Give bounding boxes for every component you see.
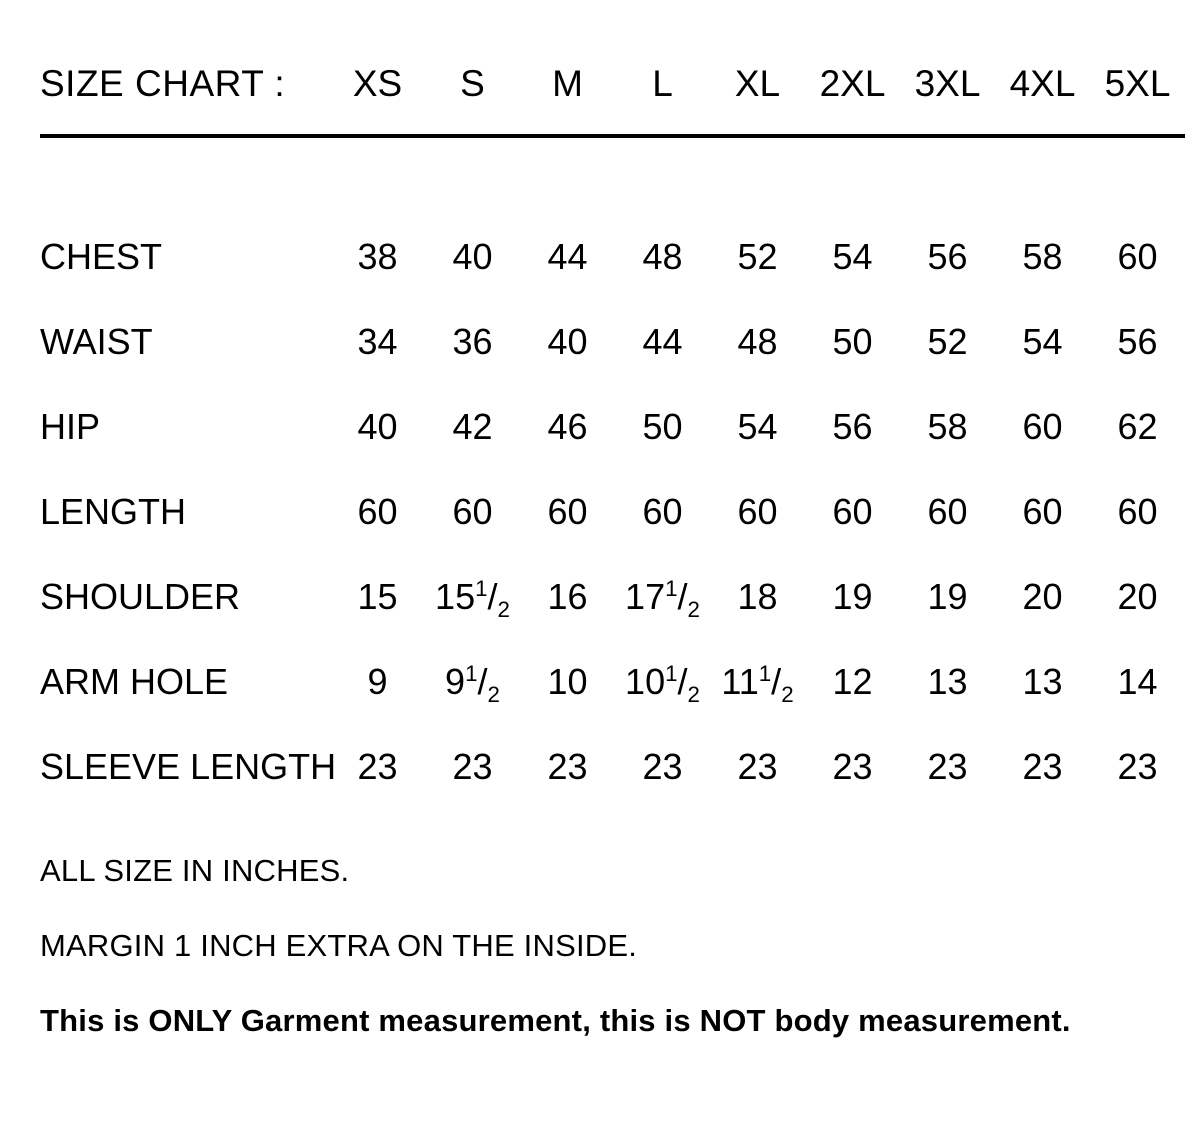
cell-armhole-5xl: 14 [1117,661,1158,702]
cell-waist-5xl: 56 [1117,321,1158,362]
row-label-hip: HIP [40,406,101,447]
spacer-cell [40,138,1185,190]
cell-chest-4xl: 58 [1022,236,1063,277]
cell-waist-3xl: 52 [927,321,968,362]
cell-chest-l: 48 [642,236,683,277]
cell-chest-xl: 52 [737,236,778,277]
cell-length-4xl: 60 [1022,491,1063,532]
table-row [40,360,1185,445]
cell-waist-m: 40 [547,321,588,362]
cell-chest-xs: 38 [357,236,398,277]
spacer-row [40,138,1185,190]
cell-armhole-s: $9^1/_2$ [445,661,500,708]
cell-chest-m: 44 [547,236,588,277]
row-label-sleeve-length: SLEEVE LENGTH [40,746,337,787]
cell-hip-s: 42 [452,406,493,447]
note-garment-disclaimer: This is ONLY Garment measurement, this is NOT body measurement. [40,1003,1071,1038]
table-row [40,445,1185,530]
cell-shoulder-4xl: 20 [1022,576,1063,617]
fraction-one-half: $^1/_2$ [465,661,500,708]
column-header-s: S [460,63,485,104]
cell-waist-xs: 34 [357,321,398,362]
cell-hip-l: 50 [642,406,683,447]
cell-length-3xl: 60 [927,491,968,532]
column-header-l: L [652,63,673,104]
cell-length-xs: 60 [357,491,398,532]
fraction-one-half: $^1/_2$ [665,661,700,708]
cell-shoulder-3xl: 19 [927,576,968,617]
cell-sleeve-xl: 23 [737,746,778,787]
cell-armhole-3xl: 13 [927,661,968,702]
cell-armhole-l: $10^1/_2$ [625,661,700,708]
cell-hip-m: 46 [547,406,588,447]
table-row [40,700,1185,785]
cell-hip-xs: 40 [357,406,398,447]
column-header-4xl: 4XL [1009,63,1076,104]
cell-hip-4xl: 60 [1022,406,1063,447]
cell-chest-s: 40 [452,236,493,277]
cell-waist-xl: 48 [737,321,778,362]
cell-sleeve-s: 23 [452,746,493,787]
cell-chest-2xl: 54 [832,236,873,277]
cell-length-2xl: 60 [832,491,873,532]
cell-armhole-xl: $11^1/_2$ [721,661,794,708]
fraction-one-half: $^1/_2$ [475,576,510,623]
notes-section [40,855,1160,1036]
column-header-m: M [552,63,583,104]
cell-shoulder-xs: 15 [357,576,398,617]
row-label-arm-hole: ARM HOLE [40,661,229,702]
cell-armhole-2xl: 12 [832,661,873,702]
cell-length-5xl: 60 [1117,491,1158,532]
cell-shoulder-m: 16 [547,576,588,617]
cell-waist-l: 44 [642,321,683,362]
cell-chest-3xl: 56 [927,236,968,277]
cell-shoulder-xl: 18 [737,576,778,617]
cell-hip-5xl: 62 [1117,406,1158,447]
fraction-one-half: $^1/_2$ [758,661,794,708]
table-row [40,530,1185,615]
column-header-5xl: 5XL [1104,63,1171,104]
cell-shoulder-l: $17^1/_2$ [625,576,700,623]
cell-sleeve-5xl: 23 [1117,746,1158,787]
table-body [40,190,1185,785]
cell-shoulder-s: $15^1/_2$ [435,576,510,623]
row-label-chest: CHEST [40,236,163,277]
cell-length-s: 60 [452,491,493,532]
cell-hip-2xl: 56 [832,406,873,447]
fraction-one-half: $^1/_2$ [665,576,700,623]
cell-hip-3xl: 58 [927,406,968,447]
table-row [40,275,1185,360]
row-label-shoulder: SHOULDER [40,576,241,617]
cell-sleeve-3xl: 23 [927,746,968,787]
cell-sleeve-2xl: 23 [832,746,873,787]
cell-shoulder-2xl: 19 [832,576,873,617]
page-title: SIZE CHART : [40,63,286,104]
note-margin: MARGIN 1 INCH EXTRA ON THE INSIDE. [40,928,638,963]
cell-waist-s: 36 [452,321,493,362]
table-header-row [40,24,1185,108]
column-header-xs: XS [352,63,403,104]
row-label-length: LENGTH [40,491,187,532]
column-header-xl: XL [734,63,781,104]
cell-waist-2xl: 50 [832,321,873,362]
cell-length-xl: 60 [737,491,778,532]
size-chart-table [40,24,1185,785]
cell-armhole-xs: 9 [367,661,388,702]
cell-chest-5xl: 60 [1117,236,1158,277]
cell-sleeve-xs: 23 [357,746,398,787]
row-label-waist: WAIST [40,321,153,362]
cell-waist-4xl: 54 [1022,321,1063,362]
header-divider-row [40,108,1185,138]
cell-armhole-4xl: 13 [1022,661,1063,702]
table-row [40,615,1185,700]
cell-length-m: 60 [547,491,588,532]
cell-sleeve-4xl: 23 [1022,746,1063,787]
table-row [40,190,1185,275]
column-header-3xl: 3XL [914,63,981,104]
column-header-2xl: 2XL [819,63,886,104]
cell-shoulder-5xl: 20 [1117,576,1158,617]
table-head [40,24,1185,190]
cell-sleeve-m: 23 [547,746,588,787]
cell-armhole-m: 10 [547,661,588,702]
cell-length-l: 60 [642,491,683,532]
cell-sleeve-l: 23 [642,746,683,787]
header-divider-cell [40,108,1185,138]
cell-hip-xl: 54 [737,406,778,447]
note-units: ALL SIZE IN INCHES. [40,853,350,888]
